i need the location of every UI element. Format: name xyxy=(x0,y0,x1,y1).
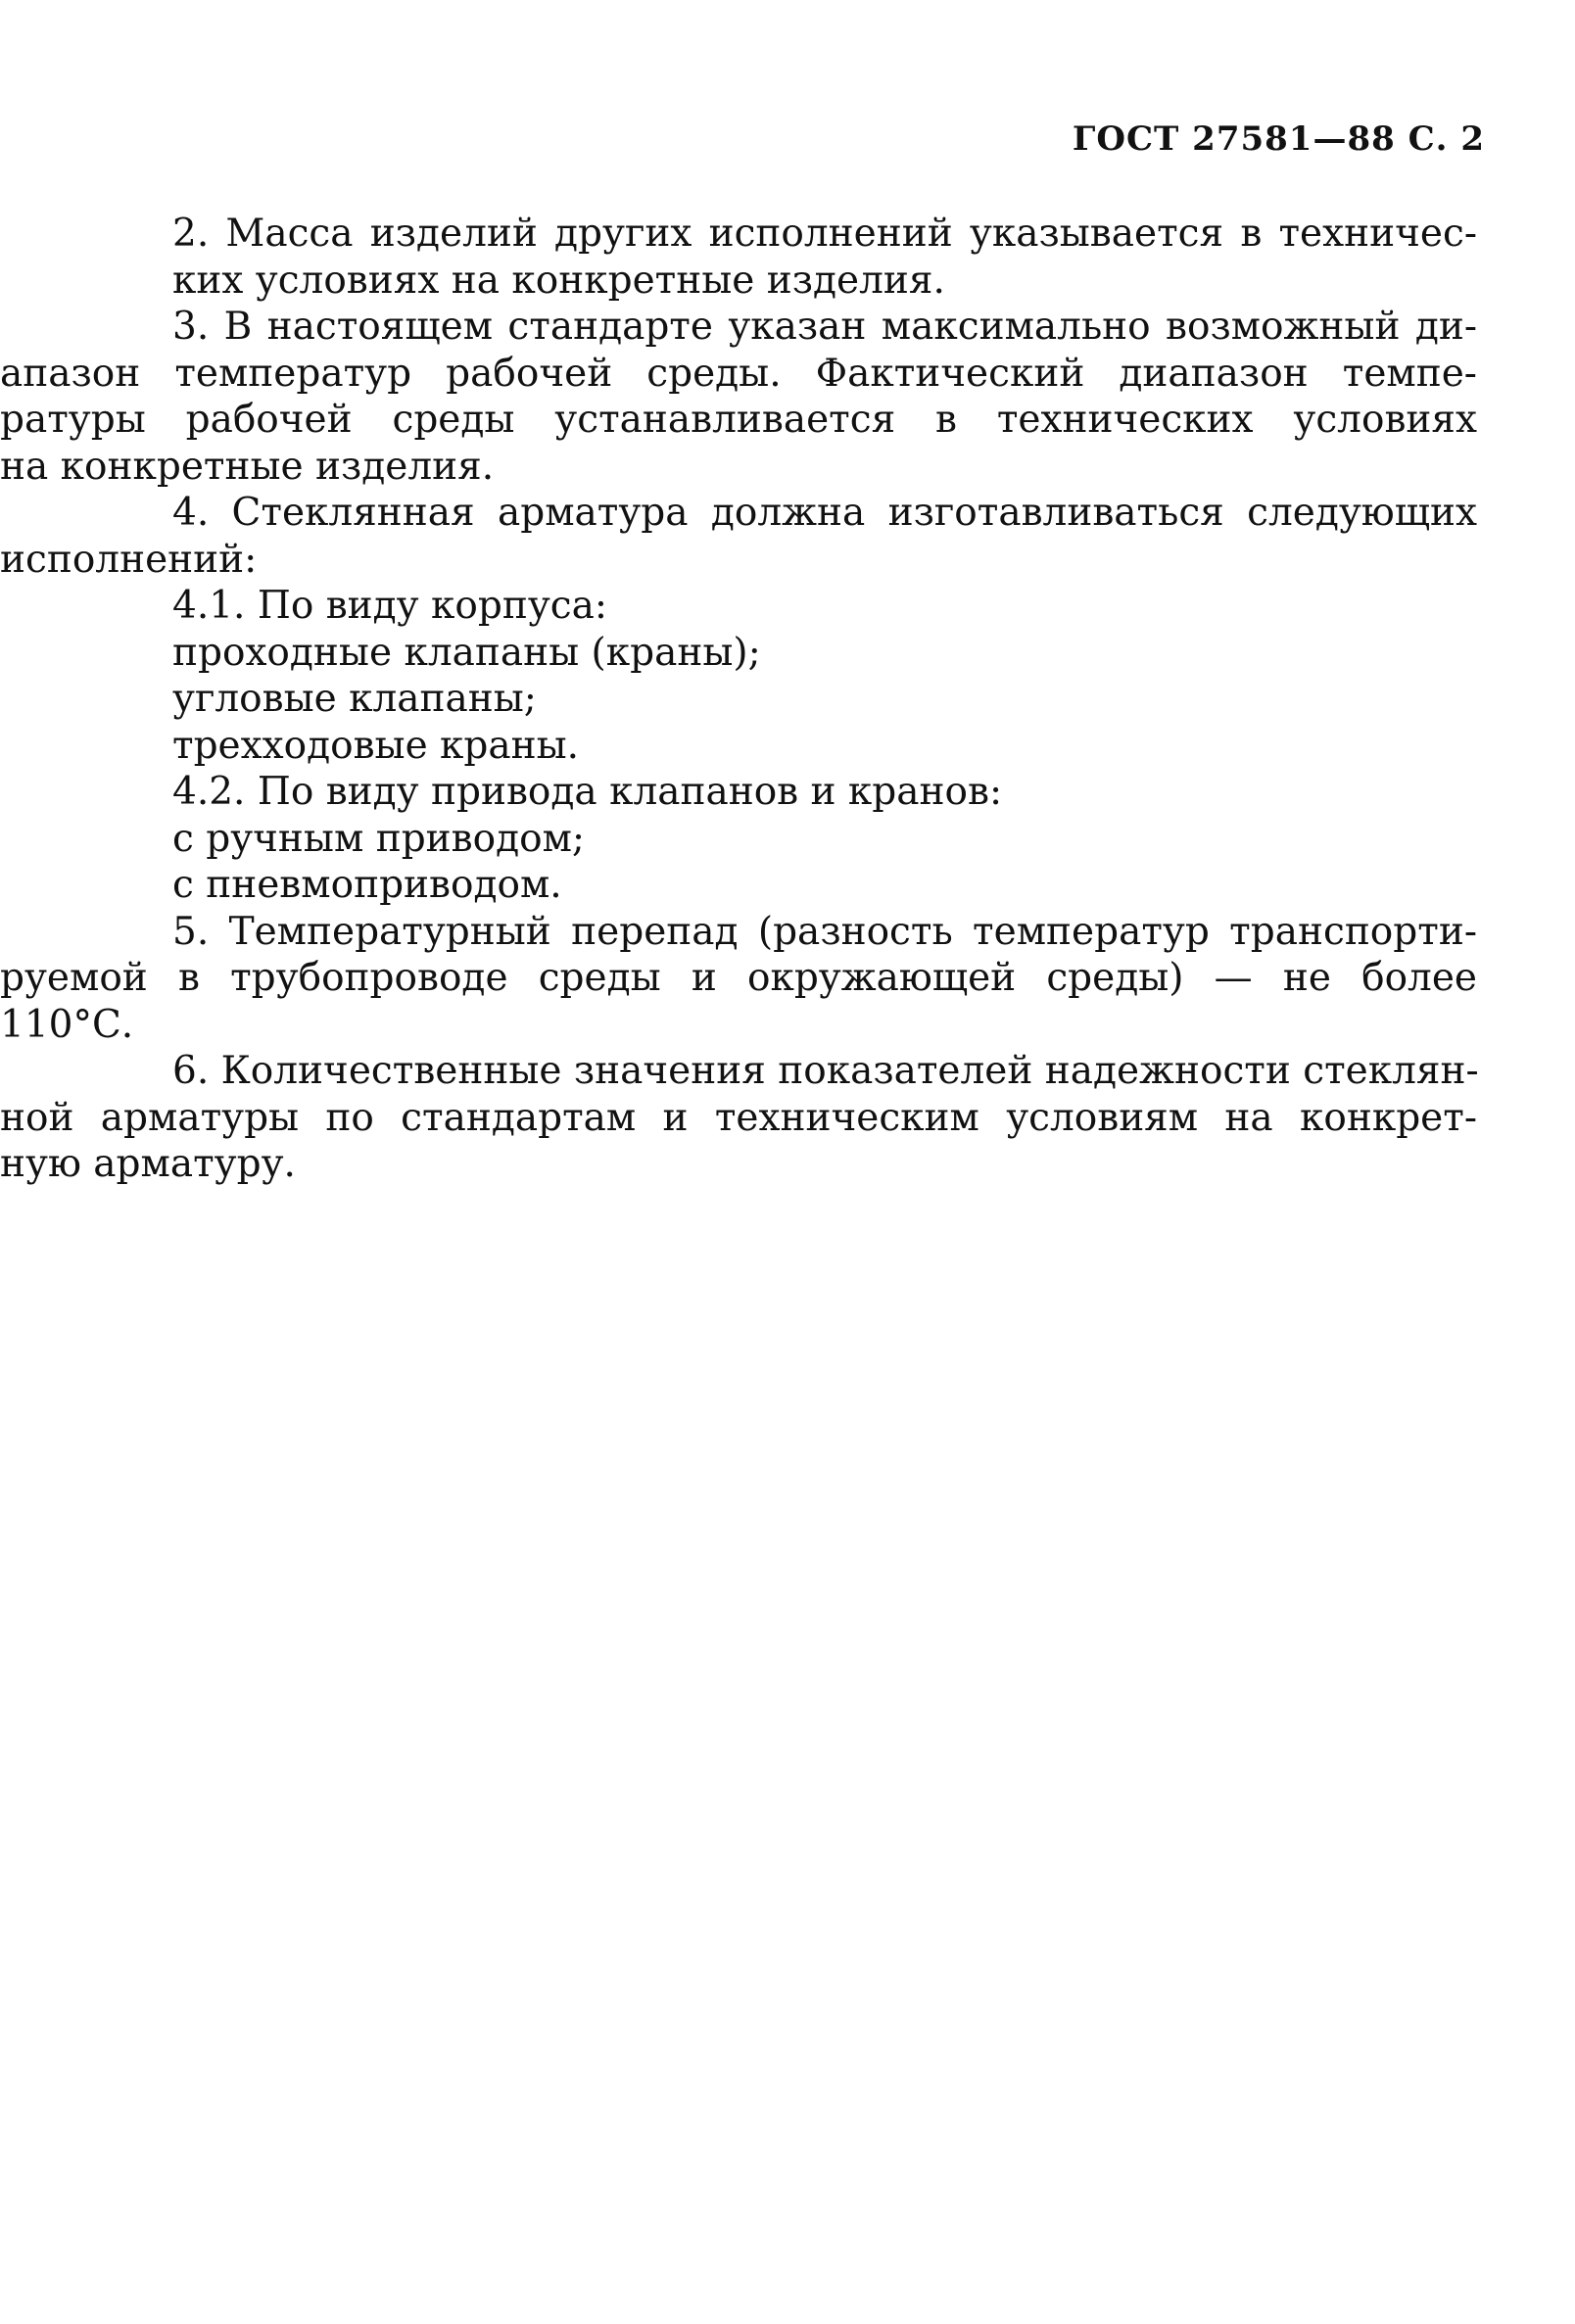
paragraph-line: ной арматуры по стандартам и техническим условиям на конкрет- xyxy=(0,1095,1477,1140)
paragraph-line: ких условиях на конкретные изделия. xyxy=(172,258,945,303)
paragraph-line: 110°С. xyxy=(0,1002,134,1047)
list-item: с ручным приводом; xyxy=(172,816,586,861)
paragraph-line: 5. Температурный перепад (разность температур транспорти- xyxy=(172,909,1477,954)
page-header: ГОСТ 27581—88 С. 2 xyxy=(1072,119,1485,159)
paragraph-6 xyxy=(0,1048,1479,1188)
subsection-title: 4.1. По виду корпуса: xyxy=(172,584,608,628)
paragraph-line: 3. В настоящем стандарте указан максимально возможный ди- xyxy=(172,305,1477,349)
paragraph-line: ратуры рабочей среды устанавливается в технических условиях xyxy=(0,398,1477,442)
paragraph-4-1 xyxy=(172,583,1477,769)
paragraph-4-2 xyxy=(172,769,1477,909)
paragraph-line: 6. Количественные значения показателей надежности стеклян- xyxy=(172,1049,1479,1093)
list-item: проходные клапаны (краны); xyxy=(172,630,761,675)
paragraph-line: 2. Масса изделий других исполнений указывается в техничес- xyxy=(172,212,1477,256)
document-body xyxy=(0,211,1479,1188)
subsection-title: 4.2. По виду привода клапанов и кранов: xyxy=(172,770,1003,814)
paragraph-line: 4. Стеклянная арматура должна изготавливаться следующих xyxy=(172,491,1477,535)
list-item: трехходовые краны. xyxy=(172,723,580,768)
paragraph-5 xyxy=(0,909,1477,1049)
paragraph-line: исполнений: xyxy=(0,537,258,582)
list-item: угловые клапаны; xyxy=(172,677,537,721)
paragraph-line: ную арматуру. xyxy=(0,1142,296,1186)
paragraph-line: апазон температур рабочей среды. Фактический диапазон темпе- xyxy=(0,351,1477,396)
paragraph-4 xyxy=(0,490,1477,583)
paragraph-line: на конкретные изделия. xyxy=(0,444,495,489)
paragraph-2 xyxy=(172,211,1477,304)
paragraph-line: руемой в трубопроводе среды и окружающей среды) — не более xyxy=(0,956,1477,1000)
list-item: с пневмоприводом. xyxy=(172,863,562,907)
paragraph-3 xyxy=(0,304,1477,490)
